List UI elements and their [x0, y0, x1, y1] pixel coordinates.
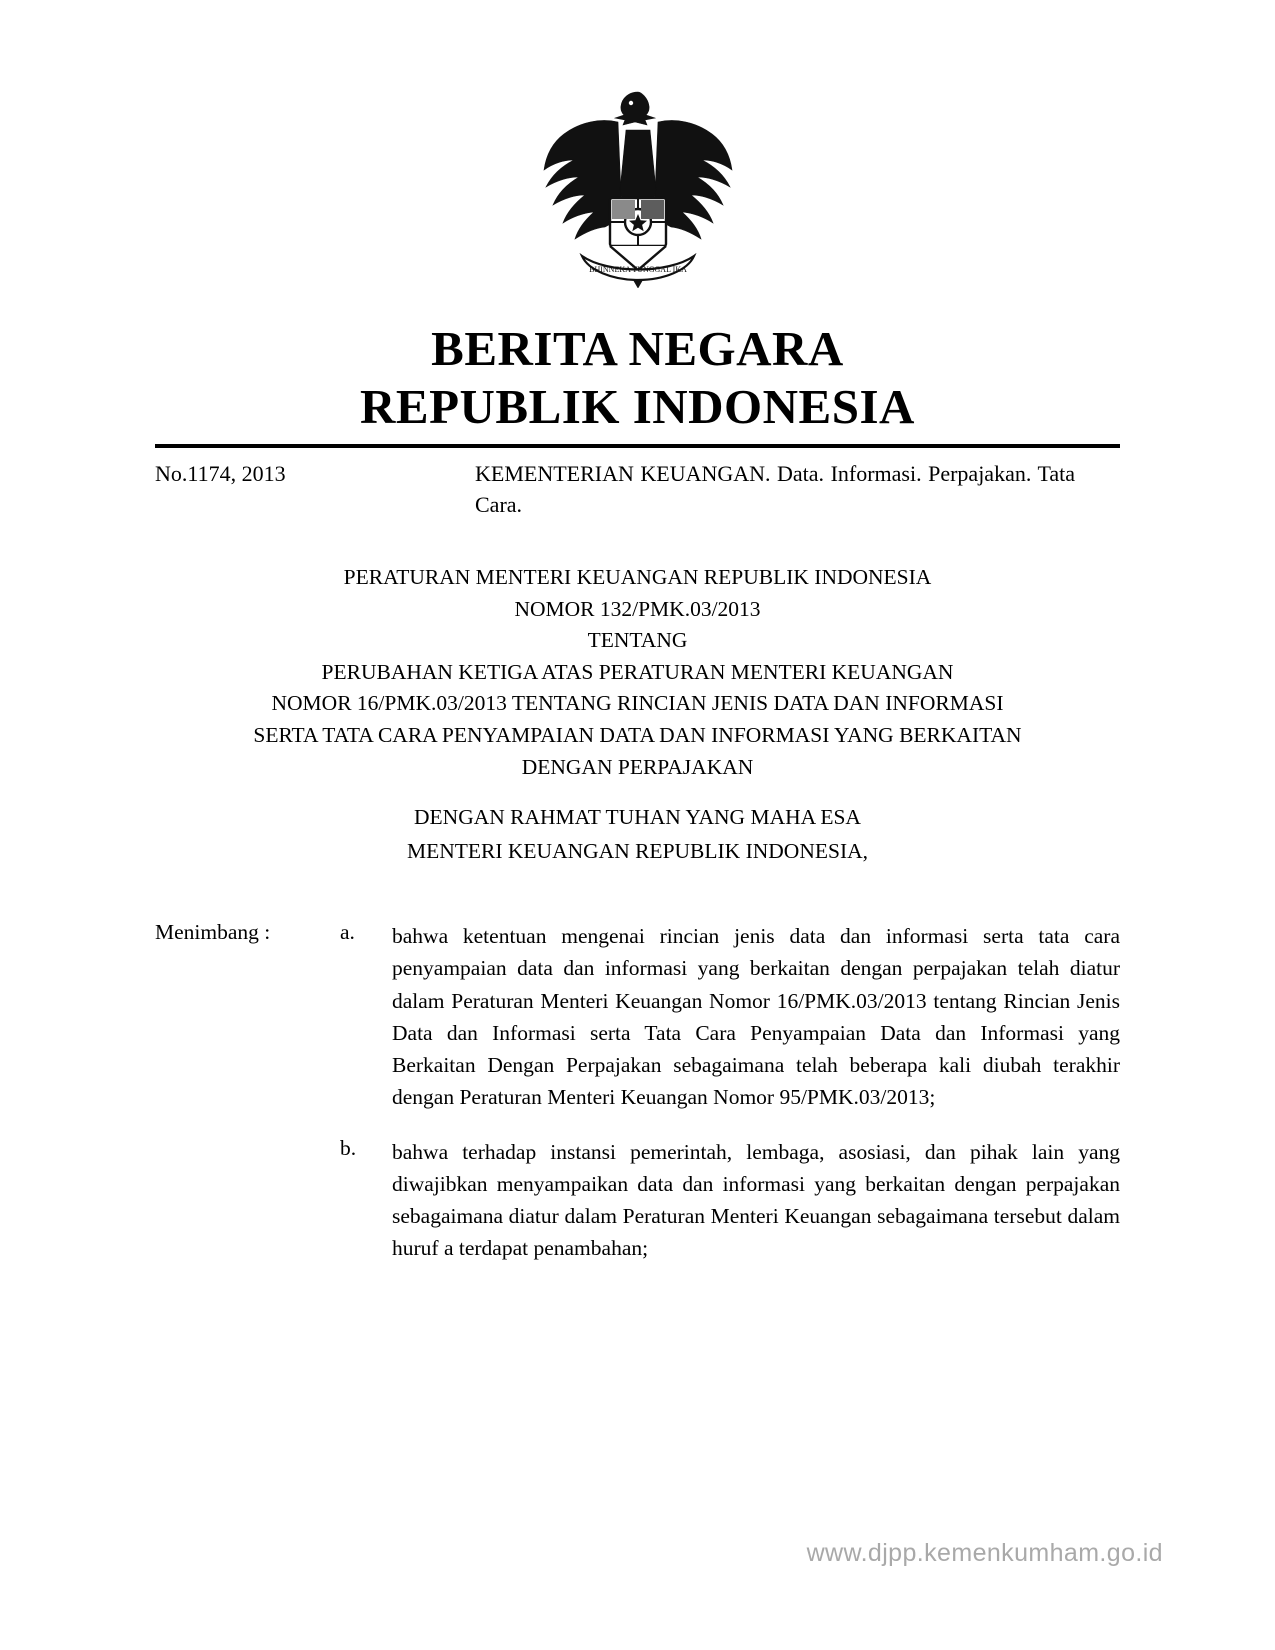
considering-item-a	[155, 920, 1120, 1114]
preamble-line-1: DENGAN RAHMAT TUHAN YANG MAHA ESA	[414, 805, 861, 829]
masthead-line-1: BERITA NEGARA	[431, 321, 844, 376]
considering-section	[155, 920, 1120, 1265]
header-divider	[155, 444, 1120, 448]
masthead	[0, 320, 1275, 436]
title-line-1: PERATURAN MENTERI KEUANGAN REPUBLIK INDONESIA	[343, 565, 932, 589]
considering-letter-b: b.	[340, 1135, 357, 1160]
considering-label: Menimbang :	[155, 920, 271, 944]
title-line-2: NOMOR 132/PMK.03/2013	[514, 596, 761, 621]
considering-text-a: bahwa ketentuan mengenai rincian jenis data dan informasi serta tata cara penyampaian data dan informasi yang berkaitan dengan perpajakan telah diatur dalam Peraturan Menteri Keuangan Nomor 16/PMK.03/2013 tentang Rincian Jenis Data dan Informasi serta Tata Cara Penyampaian Data dan Informasi yang Berkaitan Dengan Perpajakan sebagaimana telah beberapa kali diubah terakhir dengan Peraturan Menteri Keuangan Nomor 95/PMK.03/2013;	[392, 924, 1120, 1110]
regulation-title-block	[155, 562, 1120, 783]
title-line-4: PERUBAHAN KETIGA ATAS PERATURAN MENTERI KEUANGAN	[321, 659, 954, 684]
footer-watermark-url: www.djpp.kemenkumham.go.id	[806, 1539, 1163, 1567]
considering-letter-a: a.	[340, 920, 355, 944]
masthead-line-2: REPUBLIK INDONESIA	[360, 378, 915, 434]
preamble-line-2: MENTERI KEUANGAN REPUBLIK INDONESIA,	[406, 839, 869, 864]
title-line-5: NOMOR 16/PMK.03/2013 TENTANG RINCIAN JENIS DATA DAN INFORMASI	[271, 691, 1004, 716]
considering-text-b: bahwa terhadap instansi pemerintah, lembaga, asosiasi, dan pihak lain yang diwajibkan menyampaikan data dan informasi yang berkaitan dengan perpajakan sebagaimana diatur dalam Peraturan Menteri Keuangan sebagaimana tersebut dalam huruf a terdapat penambahan;	[392, 1139, 1120, 1261]
considering-item-b	[155, 1136, 1120, 1265]
issue-number: No.1174, 2013	[155, 461, 286, 486]
preamble-block	[155, 800, 1120, 869]
title-line-6: SERTA TATA CARA PENYAMPAIAN DATA DAN INFORMASI YANG BERKAITAN	[253, 722, 1022, 747]
issue-subject: KEMENTERIAN KEUANGAN. Data. Informasi. Perpajakan. Tata Cara.	[475, 461, 1075, 518]
svg-text:BHINNEKA TUNGGAL IKA: BHINNEKA TUNGGAL IKA	[588, 265, 687, 274]
title-line-7: DENGAN PERPAJAKAN	[521, 754, 754, 779]
garuda-pancasila-emblem	[538, 78, 738, 288]
emblem-container	[0, 78, 1275, 293]
title-line-3: TENTANG	[587, 628, 688, 653]
